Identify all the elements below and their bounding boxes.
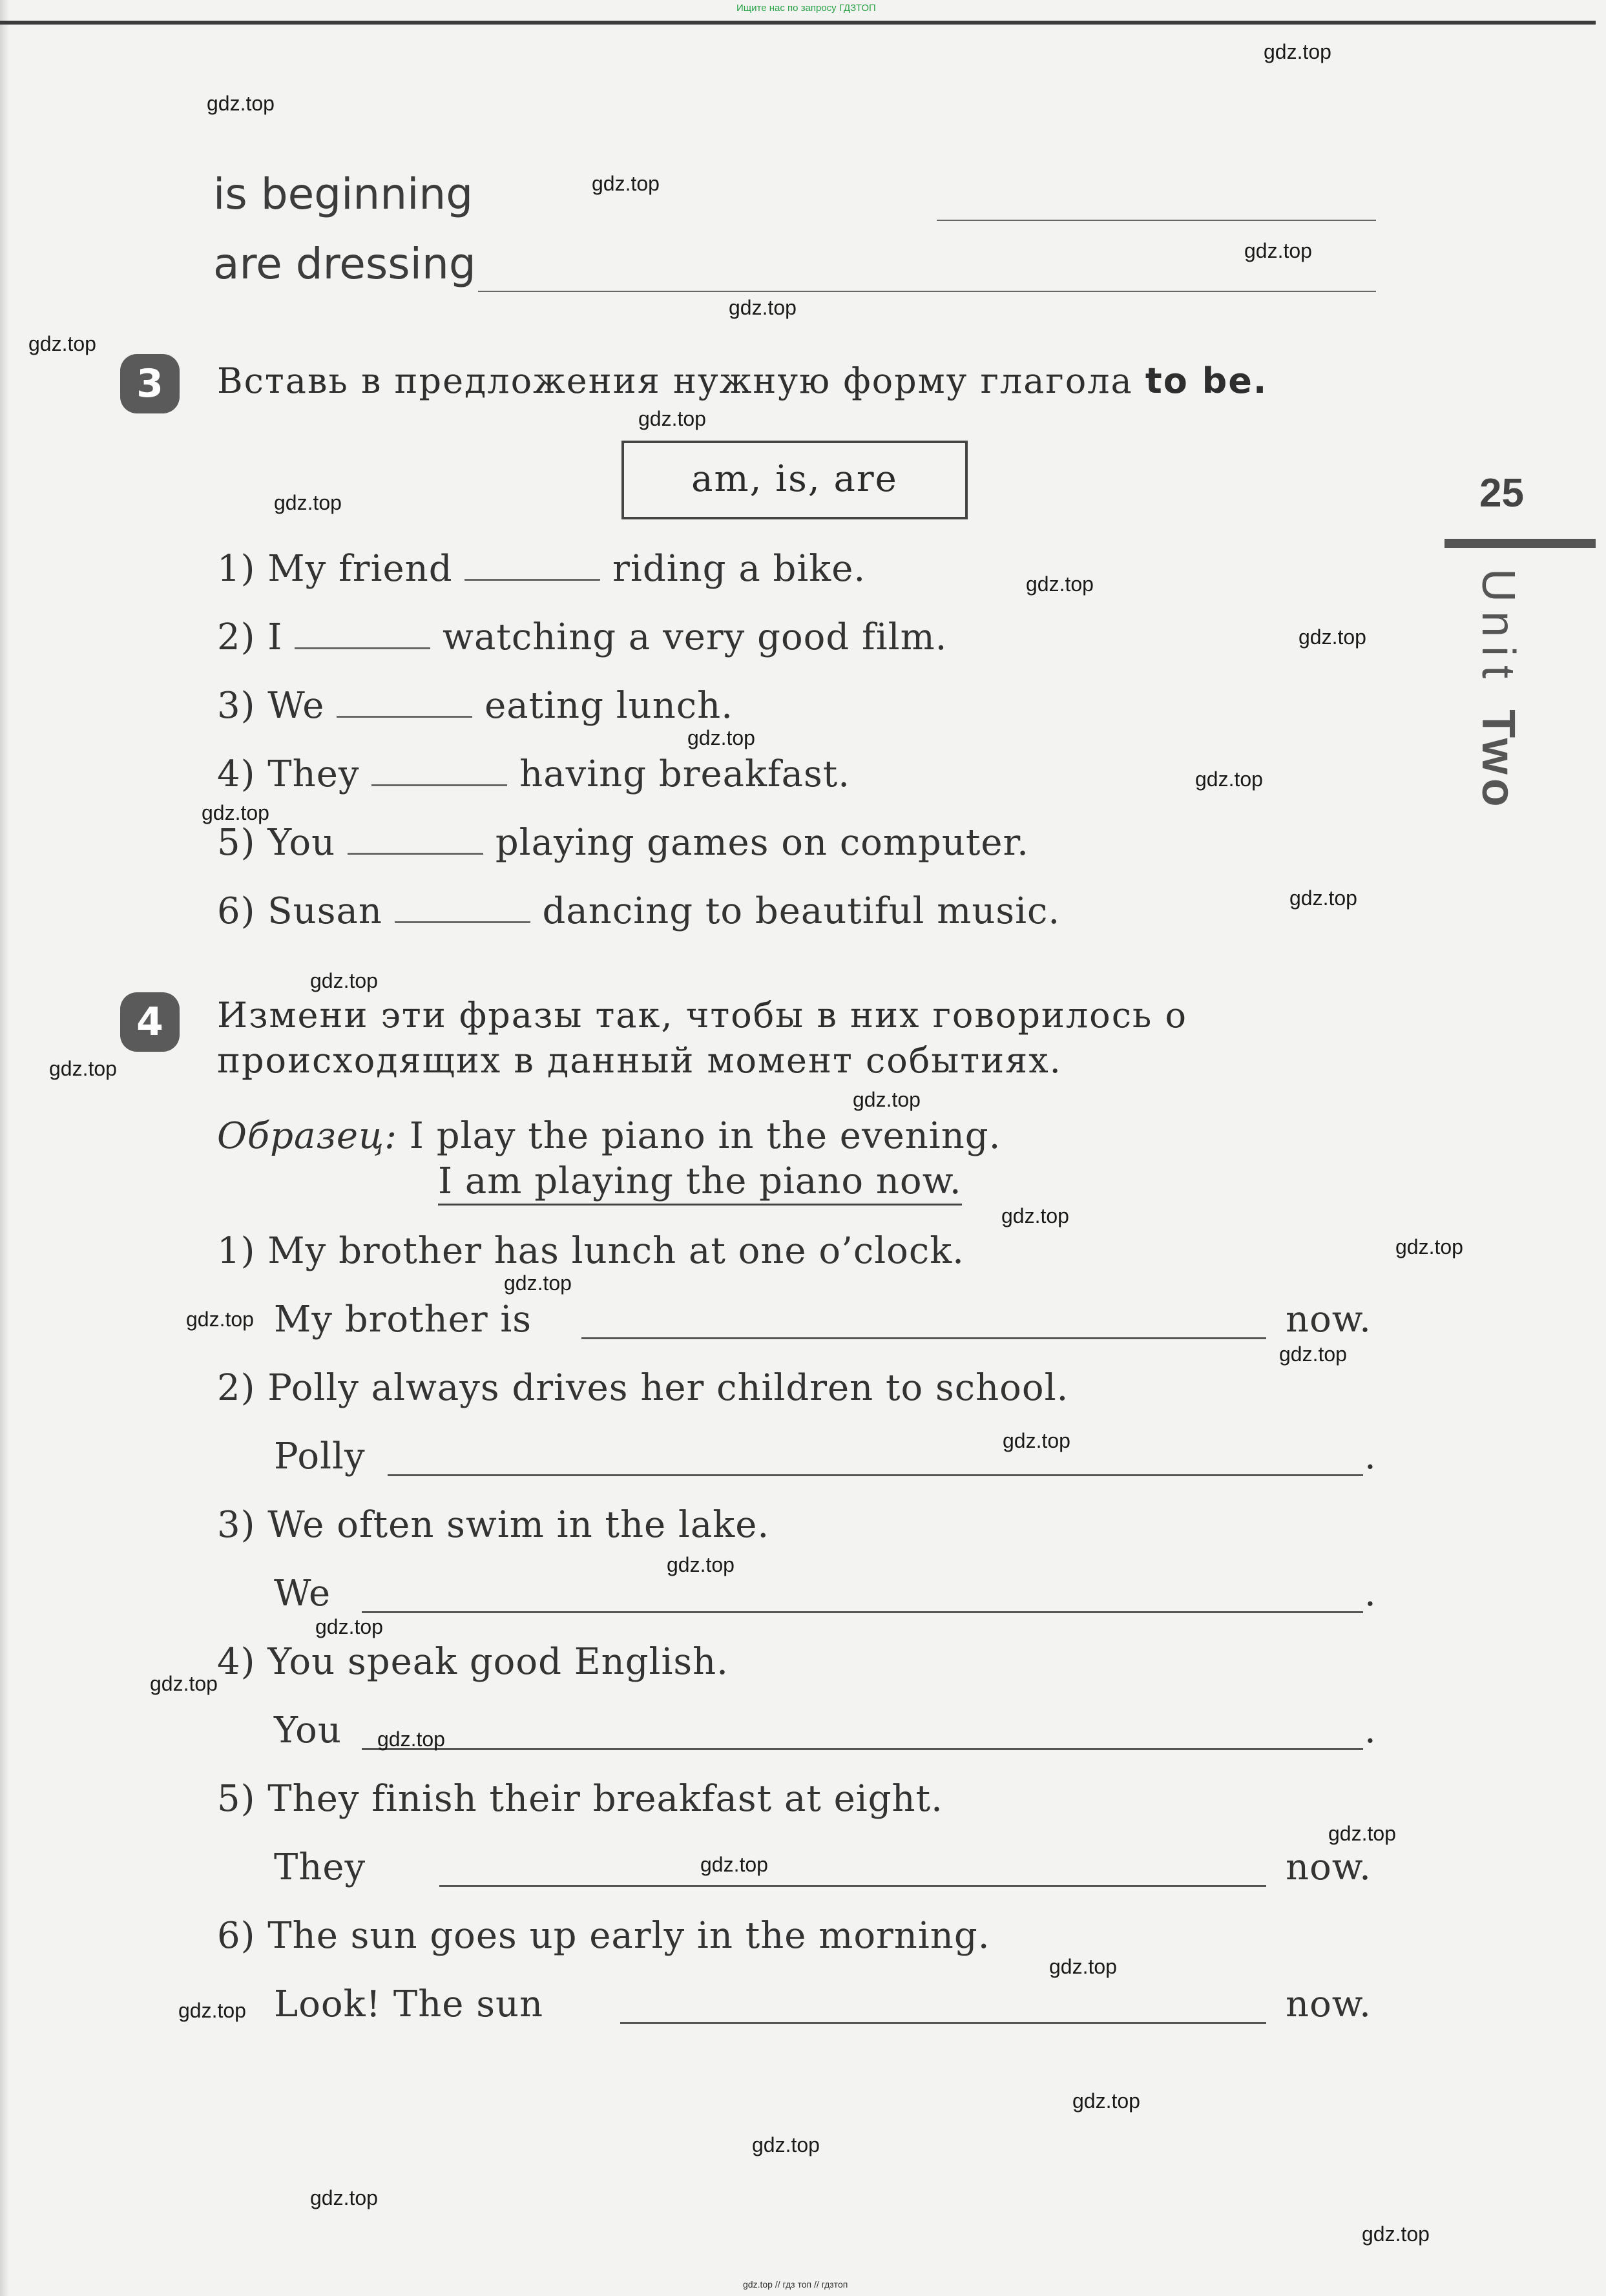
watermark: gdz.top xyxy=(310,2186,378,2209)
handwritten-answer: is beginning xyxy=(213,169,474,219)
answer-blank[interactable] xyxy=(464,547,600,581)
item-start: My friend xyxy=(267,548,453,590)
exercise4-instruction-line2: происходящих в данный момент событиях. xyxy=(217,1040,1062,1081)
exercise4-item xyxy=(217,1641,729,1683)
page-edge-shadow xyxy=(0,0,9,2296)
item-number: 4) xyxy=(217,753,256,795)
watermark: gdz.top xyxy=(150,1672,218,1695)
exercise4-item xyxy=(217,1915,990,1957)
item-start: I xyxy=(267,616,283,658)
item-start: Susan xyxy=(267,890,382,932)
item-start: You xyxy=(267,822,336,864)
page-number-rule xyxy=(1444,539,1596,548)
answer-blank[interactable] xyxy=(337,684,472,718)
item-start: Look! The sun xyxy=(274,1983,544,2025)
exercise4-item xyxy=(217,1504,769,1546)
item-number: 2) xyxy=(217,616,256,658)
watermark: gdz.top xyxy=(315,1615,383,1638)
bottom-note: gdz.top // гдз топ // гдзтоп xyxy=(743,2279,848,2290)
word-box: am, is, are xyxy=(621,441,968,519)
item-end: watching a very good film. xyxy=(443,616,948,658)
watermark: gdz.top xyxy=(504,1271,572,1295)
page-number: 25 xyxy=(1479,471,1524,516)
item-start: They xyxy=(267,753,360,795)
watermark: gdz.top xyxy=(729,296,797,319)
watermark: gdz.top xyxy=(202,801,269,824)
exercise4-item xyxy=(217,1778,943,1820)
watermark: gdz.top xyxy=(28,332,96,355)
item-sentence: Polly always drives her children to school. xyxy=(267,1367,1069,1409)
watermark: gdz.top xyxy=(1279,1342,1347,1366)
watermark: gdz.top xyxy=(1001,1204,1069,1227)
watermark: gdz.top xyxy=(1026,572,1094,596)
item-number: 1) xyxy=(217,548,256,590)
watermark: gdz.top xyxy=(178,1999,246,2022)
sample-sentence: I play the piano in the evening. xyxy=(409,1115,1001,1157)
item-number: 4) xyxy=(217,1641,256,1683)
watermark: gdz.top xyxy=(700,1853,768,1876)
watermark: gdz.top xyxy=(687,726,755,749)
watermark: gdz.top xyxy=(1072,2089,1140,2113)
watermark: gdz.top xyxy=(1244,239,1312,262)
watermark: gdz.top xyxy=(377,1727,445,1751)
answer-line[interactable] xyxy=(439,1885,1266,1887)
watermark: gdz.top xyxy=(638,407,706,430)
item-sentence: My brother has lunch at one o’clock. xyxy=(267,1230,965,1272)
sample-answer: I am playing the piano now. xyxy=(438,1160,962,1205)
watermark: gdz.top xyxy=(1298,625,1366,649)
watermark: gdz.top xyxy=(274,491,342,514)
watermark: gdz.top xyxy=(853,1088,921,1111)
item-number: 6) xyxy=(217,890,256,932)
watermark: gdz.top xyxy=(1328,1822,1396,1845)
answer-line[interactable] xyxy=(620,2022,1266,2024)
watermark: gdz.top xyxy=(1395,1235,1463,1258)
item-start: They xyxy=(274,1846,366,1888)
item-number: 6) xyxy=(217,1915,256,1957)
item-end: . xyxy=(1364,1709,1377,1751)
item-number: 5) xyxy=(217,1778,256,1820)
unit-label xyxy=(1472,569,1525,811)
item-end: dancing to beautiful music. xyxy=(542,890,1061,932)
exercise3-item xyxy=(217,820,1029,864)
answer-line[interactable] xyxy=(362,1611,1363,1613)
exercise4-item xyxy=(217,1367,1069,1409)
watermark: gdz.top xyxy=(1362,2222,1430,2246)
item-start: You xyxy=(274,1709,342,1751)
answer-blank[interactable] xyxy=(371,752,507,786)
unit-name: Two xyxy=(1472,709,1524,811)
item-start: We xyxy=(274,1572,331,1614)
sample-row xyxy=(217,1115,1001,1157)
item-number: 3) xyxy=(217,1504,256,1546)
answer-line[interactable] xyxy=(362,1748,1363,1750)
watermark: gdz.top xyxy=(667,1553,735,1576)
item-end: riding a bike. xyxy=(612,548,866,590)
watermark: gdz.top xyxy=(592,172,660,195)
instruction-bold: to be. xyxy=(1145,360,1268,401)
watermark: gdz.top xyxy=(1264,40,1331,63)
watermark: gdz.top xyxy=(1003,1429,1070,1452)
answer-line[interactable] xyxy=(581,1337,1266,1339)
answer-line xyxy=(478,291,1376,292)
item-sentence: We often swim in the lake. xyxy=(267,1504,770,1546)
watermark: gdz.top xyxy=(49,1057,117,1080)
item-number: 5) xyxy=(217,822,256,864)
item-end: now. xyxy=(1286,1846,1371,1888)
watermark: gdz.top xyxy=(310,969,378,992)
watermark: gdz.top xyxy=(1195,767,1263,791)
item-sentence: They finish their breakfast at eight. xyxy=(267,1778,943,1820)
item-start: We xyxy=(267,685,325,727)
answer-line xyxy=(937,220,1376,221)
sample-label: Образец: xyxy=(217,1115,397,1157)
item-end: . xyxy=(1364,1572,1377,1614)
item-end: now. xyxy=(1286,1299,1371,1341)
watermark: gdz.top xyxy=(1049,1955,1117,1978)
exercise-number-badge: 3 xyxy=(120,354,180,413)
answer-blank[interactable] xyxy=(348,820,483,855)
exercise3-item xyxy=(217,752,850,795)
answer-blank[interactable] xyxy=(395,889,530,923)
exercise4-instruction-line1: Измени эти фразы так, чтобы в них говорилось о xyxy=(217,995,1188,1036)
watermark: gdz.top xyxy=(752,2133,820,2156)
item-start: My brother is xyxy=(274,1299,532,1341)
exercise4-item xyxy=(217,1230,965,1272)
watermark: gdz.top xyxy=(1289,886,1357,910)
item-end: . xyxy=(1364,1435,1377,1477)
top-rule xyxy=(0,21,1596,25)
answer-blank[interactable] xyxy=(295,615,430,649)
item-end: now. xyxy=(1286,1983,1371,2025)
watermark: gdz.top xyxy=(186,1308,254,1331)
top-note: Ищите нас по запросу ГДЗТОП xyxy=(736,3,876,14)
exercise3-item xyxy=(217,889,1060,932)
exercise3-item xyxy=(217,547,866,590)
item-end: eating lunch. xyxy=(485,685,733,727)
answer-line[interactable] xyxy=(388,1474,1363,1476)
instruction-text: Вставь в предложения нужную форму глагола xyxy=(217,360,1145,401)
handwritten-answer: are dressing xyxy=(213,239,476,289)
item-end: playing games on computer. xyxy=(495,822,1029,864)
item-number: 2) xyxy=(217,1367,256,1409)
exercise3-item xyxy=(217,684,733,727)
item-number: 1) xyxy=(217,1230,256,1272)
item-start: Polly xyxy=(274,1435,366,1477)
item-end: having breakfast. xyxy=(519,753,851,795)
watermark: gdz.top xyxy=(207,92,275,115)
item-number: 3) xyxy=(217,685,256,727)
exercise3-item xyxy=(217,615,947,658)
exercise3-instruction xyxy=(217,360,1267,401)
item-sentence: You speak good English. xyxy=(267,1641,729,1683)
item-sentence: The sun goes up early in the morning. xyxy=(267,1915,990,1957)
exercise-number-badge: 4 xyxy=(120,992,180,1052)
unit-prefix: Unit xyxy=(1472,569,1524,688)
